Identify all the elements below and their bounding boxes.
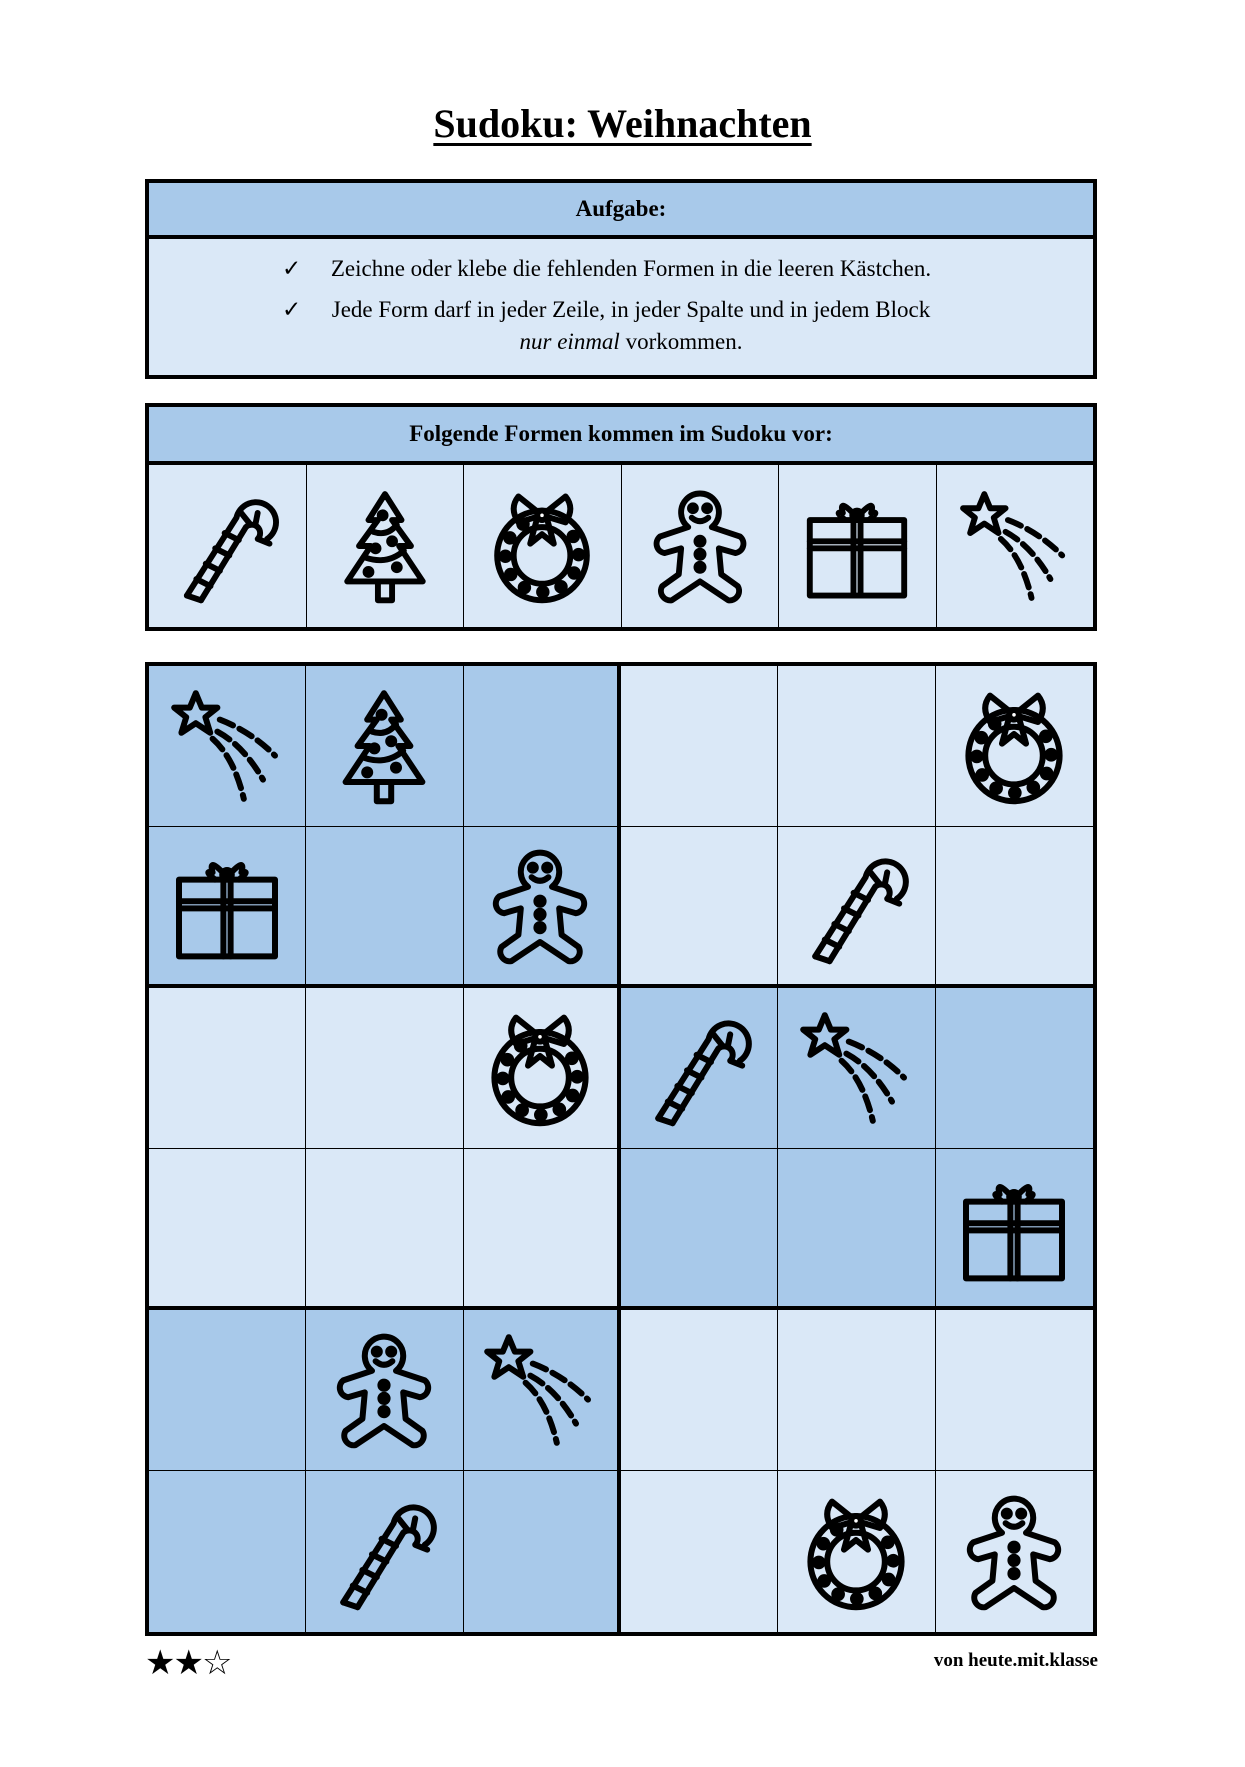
task-box — [145, 179, 1097, 379]
task-body — [149, 239, 1093, 375]
candy-cane-icon — [324, 1492, 444, 1612]
sudoku-cell-empty[interactable] — [464, 666, 621, 827]
sudoku-cell-empty[interactable] — [149, 1149, 306, 1310]
candy-cane-icon — [168, 487, 286, 605]
sudoku-cell-filled — [778, 827, 935, 988]
sudoku-cell-empty[interactable] — [464, 1149, 621, 1310]
instruction-text: Jede Form darf in jeder Zeile, in jeder Spalte und in jedem Block nur einmal vorkommen. — [331, 297, 931, 354]
sudoku-cell-filled — [306, 666, 463, 827]
wreath-icon — [483, 487, 601, 605]
sudoku-cell-empty[interactable] — [621, 1471, 778, 1632]
page-title: Sudoku: Weihnachten — [433, 101, 812, 146]
check-icon: ✓ — [282, 297, 302, 322]
gingerbread-man-icon — [480, 846, 600, 966]
sudoku-cell-empty[interactable] — [778, 1149, 935, 1310]
instruction-2 — [149, 294, 1093, 358]
shooting-star-icon — [480, 1330, 600, 1450]
wreath-icon — [480, 1008, 600, 1128]
shooting-star-icon — [167, 686, 287, 806]
sudoku-cell-empty[interactable] — [464, 1471, 621, 1632]
wreath-icon — [796, 1492, 916, 1612]
sudoku-cell-empty[interactable] — [306, 827, 463, 988]
shapes-box — [145, 403, 1097, 631]
sudoku-cell-filled — [936, 1149, 1093, 1310]
sudoku-cell-filled — [778, 988, 935, 1149]
sudoku-cell-filled — [936, 1471, 1093, 1632]
sudoku-cell-empty[interactable] — [149, 988, 306, 1149]
sudoku-cell-empty[interactable] — [149, 1471, 306, 1632]
sudoku-cell-filled — [306, 1310, 463, 1471]
sudoku-cell-empty[interactable] — [936, 988, 1093, 1149]
gingerbread-man-icon — [641, 487, 759, 605]
gift-icon — [954, 1168, 1074, 1288]
shapes-header: Folgende Formen kommen im Sudoku vor: — [149, 407, 1093, 465]
sudoku-cell-filled — [464, 1310, 621, 1471]
gingerbread-man-icon — [324, 1330, 444, 1450]
task-header: Aufgabe: — [149, 183, 1093, 239]
shape-cell — [937, 465, 1094, 627]
sudoku-cell-filled — [621, 988, 778, 1149]
difficulty-stars: ★★☆ — [145, 1643, 231, 1683]
sudoku-cell-filled — [936, 666, 1093, 827]
sudoku-cell-empty[interactable] — [936, 827, 1093, 988]
shape-cell — [149, 465, 307, 627]
sudoku-cell-empty[interactable] — [306, 1149, 463, 1310]
sudoku-cell-empty[interactable] — [621, 1310, 778, 1471]
candy-cane-icon — [796, 846, 916, 966]
sudoku-cell-empty[interactable] — [936, 1310, 1093, 1471]
shape-cell — [307, 465, 465, 627]
emphasis-text: nur einmal — [519, 329, 620, 354]
shapes-row — [149, 465, 1093, 627]
sudoku-cell-filled — [149, 666, 306, 827]
instruction-text: Zeichne oder klebe die fehlenden Formen in die leeren Kästchen. — [330, 256, 932, 281]
check-icon: ✓ — [282, 256, 302, 281]
sudoku-cell-filled — [778, 1471, 935, 1632]
candy-cane-icon — [639, 1008, 759, 1128]
sudoku-cell-empty[interactable] — [778, 1310, 935, 1471]
sudoku-cell-empty[interactable] — [306, 988, 463, 1149]
sudoku-cell-empty[interactable] — [149, 1310, 306, 1471]
gift-icon — [167, 846, 287, 966]
sudoku-cell-empty[interactable] — [778, 666, 935, 827]
shooting-star-icon — [796, 1008, 916, 1128]
gift-icon — [798, 487, 916, 605]
sudoku-grid — [145, 662, 1097, 1636]
christmas-tree-icon — [326, 487, 444, 605]
shape-cell — [622, 465, 780, 627]
instruction-1 — [149, 253, 1093, 285]
sudoku-cell-filled — [464, 827, 621, 988]
sudoku-cell-empty[interactable] — [621, 1149, 778, 1310]
credit-text: von heute.mit.klasse — [933, 1650, 1098, 1671]
gingerbread-man-icon — [954, 1492, 1074, 1612]
sudoku-cell-filled — [306, 1471, 463, 1632]
sudoku-cell-filled — [149, 827, 306, 988]
shooting-star-icon — [956, 487, 1074, 605]
sudoku-cell-empty[interactable] — [621, 827, 778, 988]
shape-cell — [779, 465, 937, 627]
sudoku-cell-filled — [464, 988, 621, 1149]
sudoku-cell-empty[interactable] — [621, 666, 778, 827]
shape-cell — [464, 465, 622, 627]
christmas-tree-icon — [324, 686, 444, 806]
wreath-icon — [954, 686, 1074, 806]
